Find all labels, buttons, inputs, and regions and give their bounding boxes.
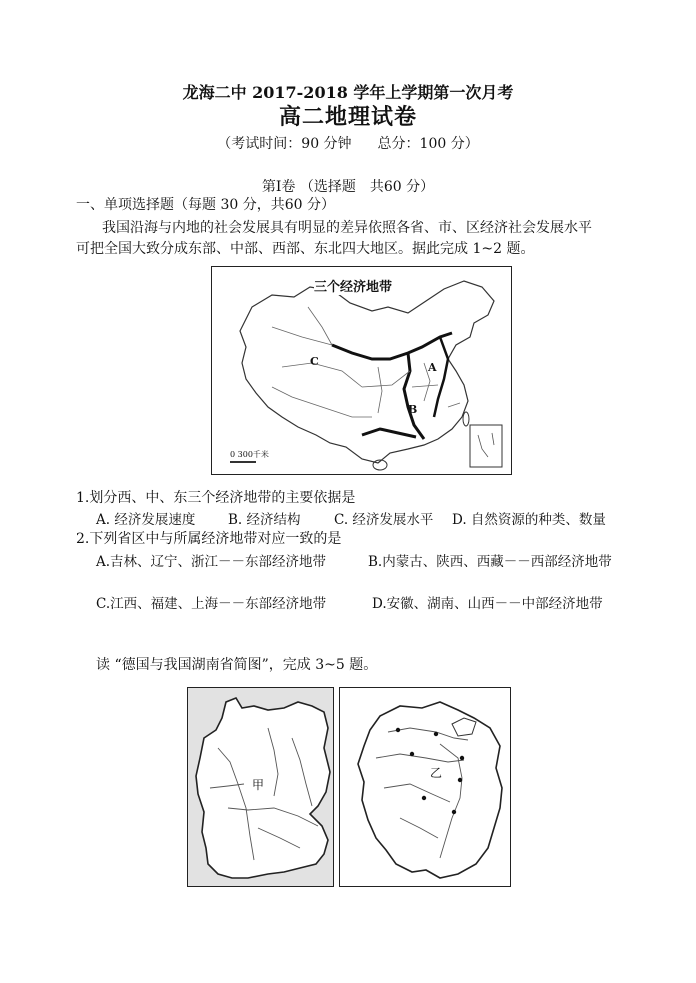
exam-title: 高二地理试卷 xyxy=(278,104,417,130)
economic-zones-map xyxy=(211,266,512,475)
map2-label: 甲 xyxy=(252,778,265,792)
q1-stem: 1.划分西、中、东三个经济地带的主要依据是 xyxy=(76,490,356,506)
zone-label-a: A xyxy=(428,361,437,374)
q2-option-d: D.安徽、湖南、山西－－中部经济地带 xyxy=(372,596,603,612)
zone-label-b: B xyxy=(408,403,418,416)
germany-map xyxy=(187,687,334,887)
q2-option-a: A.吉林、辽宁、浙江－－东部经济地带 xyxy=(96,554,327,570)
q1-option-a: A. 经济发展速度 xyxy=(96,512,196,528)
q2-option-b: B.内蒙古、陕西、西藏－－西部经济地带 xyxy=(368,554,612,570)
map1-title: 三个经济地带 xyxy=(314,276,392,295)
exam-info xyxy=(0,133,696,153)
intro1-line2: 可把全国大致分成东部、中部、西部、东北四大地区。据此完成 1~2 题。 xyxy=(76,241,535,257)
scale-bar xyxy=(230,461,256,463)
section-title: 第Ⅰ卷 （选择题 共60 分） xyxy=(261,179,435,195)
q1-option-b: B. 经济结构 xyxy=(228,512,301,528)
intro1-line1: 我国沿海与内地的社会发展具有明显的差异依照各省、市、区经济社会发展水平 xyxy=(102,220,592,236)
exam-score: 总分：100 分） xyxy=(377,136,479,152)
intro2-line: 读 “德国与我国湖南省简图”，完成 3~5 题。 xyxy=(96,657,378,673)
zone-label-c: C xyxy=(310,355,319,368)
hunan-map xyxy=(339,687,511,887)
q2-option-c: C.江西、福建、上海－－东部经济地带 xyxy=(96,596,327,612)
map1-scale: 0 300千米 xyxy=(230,450,269,459)
q1-option-c: C. 经济发展水平 xyxy=(334,512,434,528)
school-line: 龙海二中 2017-2018 学年上学期第一次月考 xyxy=(182,83,514,102)
q1-option-d: D. 自然资源的种类、数量 xyxy=(452,512,606,528)
exam-time: （考试时间：90 分钟 xyxy=(217,136,352,152)
map3-label: 乙 xyxy=(430,766,443,780)
part-heading: 一、单项选择题（每题 30 分，共60 分） xyxy=(76,197,335,213)
q2-stem: 2.下列省区中与所属经济地带对应一致的是 xyxy=(76,531,342,547)
